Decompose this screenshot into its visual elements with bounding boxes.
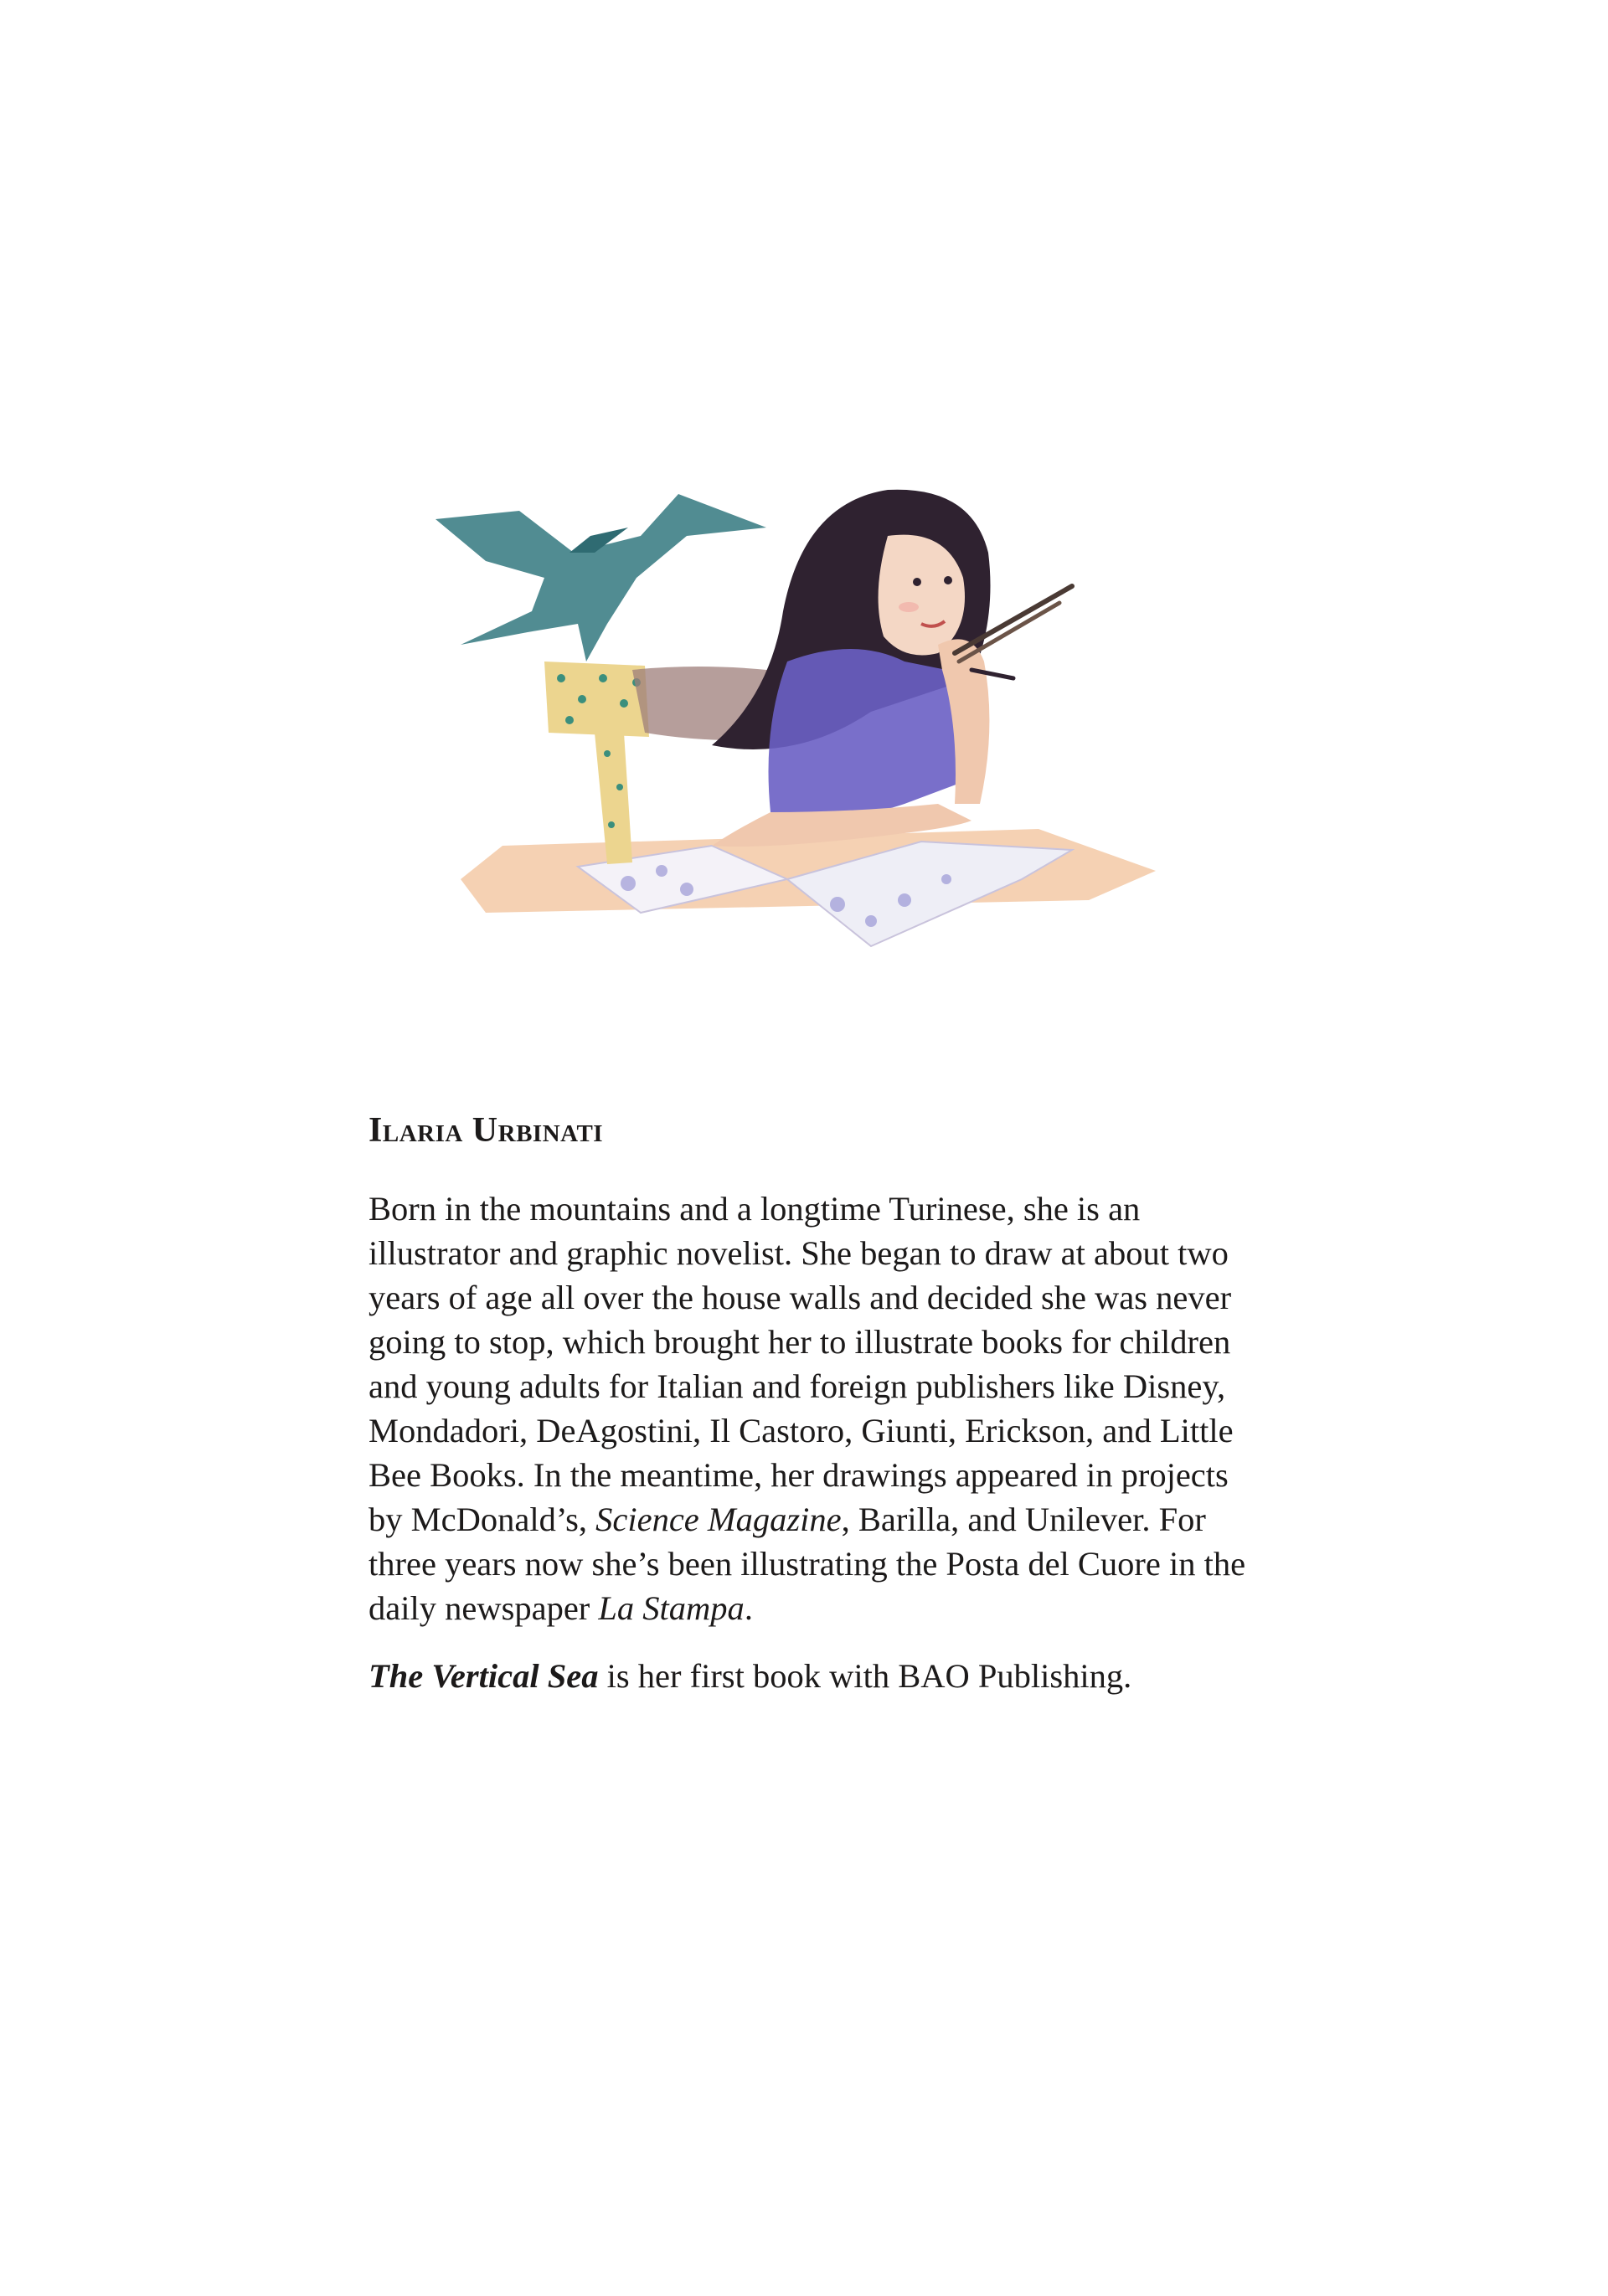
author-bio — [368, 1109, 1256, 1722]
shirt — [769, 649, 974, 819]
author-illustration — [436, 410, 1172, 955]
bio-text-part: Born in the mountains and a longtime Turinese, she is an illustrator and graphic novelist. She began to draw at about two years of age all over the house walls and decided she was never going to stop, which brought her to illustrate books for children and young adults for Italian and foreign publishers like Disney, Mondadori, DeAgostini, Il Castoro, Giunti, Erickson, and Little Bee Books. In the meantime, her drawings appeared in projects by McDonald’s, — [368, 1190, 1234, 1539]
book-line — [368, 1654, 1256, 1698]
pterodactyl — [436, 494, 766, 662]
book-line-text: is her first book with BAO Publishing. — [598, 1657, 1132, 1696]
newspaper-name: La Stampa — [598, 1589, 745, 1628]
bio-text-part: , Barilla, and Unilever. For three years now she’s been illustrating the Posta del Cuore in the daily newspaper — [368, 1501, 1246, 1628]
bio-paragraph — [368, 1187, 1256, 1630]
book-title: The Vertical Sea — [368, 1657, 599, 1696]
magazine-name: Science Magazine — [595, 1501, 842, 1539]
author-name: Ilaria Urbinati — [368, 1111, 604, 1150]
bio-text-part: . — [744, 1589, 753, 1628]
